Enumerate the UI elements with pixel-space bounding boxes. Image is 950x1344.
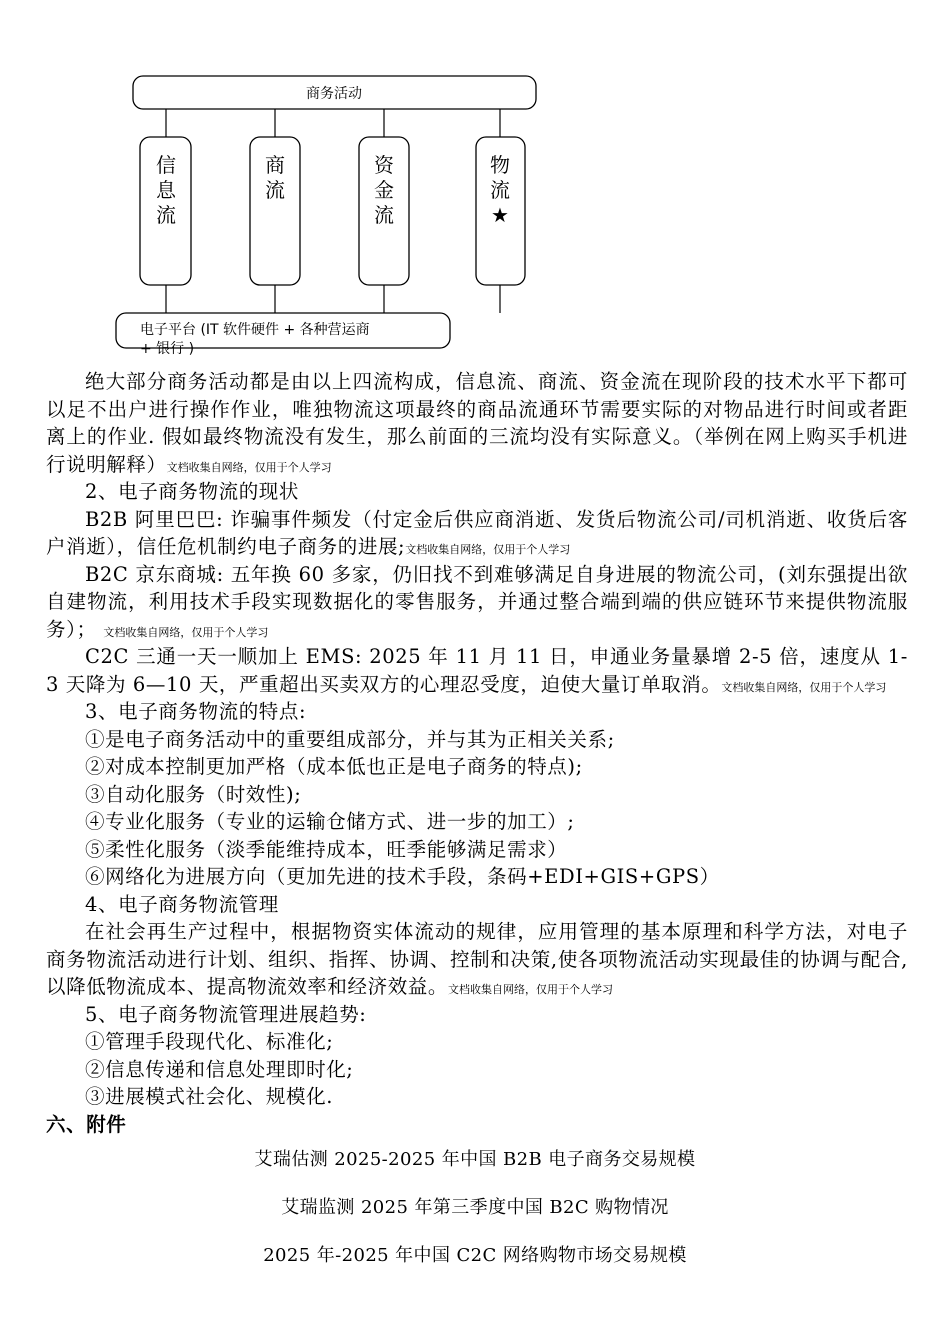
- info-flow-char-3: 流: [156, 203, 176, 227]
- commerce-flow-char-2: 流: [265, 178, 285, 202]
- list-item: ③自动化服务（时效性);: [85, 782, 302, 806]
- paragraph-logistics-management: [46, 918, 908, 1001]
- capital-flow-char-1: 资: [374, 153, 394, 177]
- capital-flow-char-3: 流: [374, 203, 394, 227]
- section-6-heading: 六、附件: [46, 1112, 127, 1136]
- paragraph-b2c: [46, 561, 908, 644]
- capital-flow-char-2: 金: [374, 178, 394, 202]
- section-2-heading: 2、电子商务物流的现状: [85, 480, 300, 503]
- source-note: 文档收集自网络，仅用于个人学习: [166, 460, 332, 474]
- list-item: ④专业化服务（专业的运输仓储方式、进一步的加工）;: [85, 810, 575, 833]
- source-note: 文档收集自网络，仅用于个人学习: [448, 983, 614, 996]
- connector-lines: [166, 109, 500, 313]
- four-flows-diagram: [0, 0, 950, 360]
- section-4-heading: 4、电子商务物流管理: [85, 892, 279, 916]
- document-body: [46, 368, 908, 1138]
- logistics-flow-char-2: 流: [490, 178, 510, 202]
- section-5-heading: 5、电子商务物流管理进展趋势:: [85, 1002, 367, 1026]
- paragraph-b2b-text: B2B 阿里巴巴: 诈骗事件频发（付定金后供应商消逝、发货后物流公司/司机消逝、收货后客户消逝），信任危机制约电子商务的进展;: [46, 507, 908, 558]
- logistics-flow-char-1: 物: [490, 153, 510, 177]
- e-platform-label-line1: 电子平台 (IT 软件硬件 + 各种营运商: [140, 322, 370, 338]
- list-item: ⑥网络化为进展方向（更加先进的技术手段，条码+EDI+GIS+GPS）: [85, 865, 720, 888]
- list-item: ①是电子商务活动中的重要组成部分，并与其为正相关关系;: [85, 727, 615, 751]
- source-note: 文档收集自网络，仅用于个人学习: [405, 543, 571, 556]
- appendix-list: [0, 1140, 950, 1284]
- paragraph-logistics-management-text: 在社会再生产过程中，根据物资实体流动的规律，应用管理的基本原理和科学方法，对电子商务物流活动进行计划、组织、指挥、协调、控制和决策,使各项物流活动实现最佳的协调与配合,以降低物流成本、提高物流效率和经济效益。: [46, 920, 908, 998]
- paragraph-four-flows: [46, 368, 908, 478]
- appendix-item-c2c: 2025 年-2025 年中国 C2C 网络购物市场交易规模: [263, 1245, 687, 1266]
- star-icon: ★: [491, 203, 509, 227]
- source-note: 文档收集自网络，仅用于个人学习: [721, 680, 887, 694]
- business-activity-label: 商务活动: [306, 86, 362, 102]
- list-item: ③进展模式社会化、规模化.: [85, 1085, 333, 1108]
- list-item: ②信息传递和信息处理即时化;: [85, 1057, 354, 1081]
- e-platform-label-line2: + 银行 ): [140, 341, 195, 357]
- appendix-item-b2c: 艾瑞监测 2025 年第三季度中国 B2C 购物情况: [281, 1197, 669, 1218]
- section-3-heading: 3、电子商务物流的特点:: [85, 700, 307, 723]
- paragraph-c2c: [46, 643, 908, 698]
- commerce-flow-char-1: 商: [265, 153, 285, 177]
- info-flow-char-2: 息: [156, 178, 176, 202]
- paragraph-four-flows-text: 绝大部分商务活动都是由以上四流构成，信息流、商流、资金流在现阶段的技术水平下都可以足不出户进行操作作业，唯独物流这项最终的商品流通环节需要实际的对物品进行时间或者距离上的作业. 假如最终物流没有发生，那么前面的三流均没有实际意义。（举例在网上购买手机进行说明解释）: [46, 370, 908, 476]
- info-flow-char-1: 信: [156, 153, 176, 177]
- appendix-item-b2b: 艾瑞估测 2025-2025 年中国 B2B 电子商务交易规模: [254, 1149, 696, 1170]
- paragraph-b2b: [46, 506, 908, 561]
- list-item: ①管理手段现代化、标准化;: [85, 1030, 334, 1053]
- paragraph-c2c-text: C2C 三通一天一顺加上 EMS: 2025 年 11 月 11 日，申通业务量暴增 2-5 倍，速度从 1-3 天降为 6—10 天，严重超出买卖双方的心理忍受度，迫使大量订单取消。: [46, 645, 908, 696]
- source-note: 文档收集自网络，仅用于个人学习: [103, 625, 269, 639]
- paragraph-b2c-text: B2C 京东商城: 五年换 60 多家，仍旧找不到难够满足自身进展的物流公司，(刘东强提出欲自建物流，利用技术手段实现数据化的零售服务，并通过整合端到端的供应链环节来提供物流服务）；: [46, 562, 908, 641]
- list-item: ②对成本控制更加严格（成本低也正是电子商务的特点);: [85, 755, 583, 778]
- list-item: ⑤柔性化服务（淡季能维持成本，旺季能够满足需求）: [85, 837, 568, 861]
